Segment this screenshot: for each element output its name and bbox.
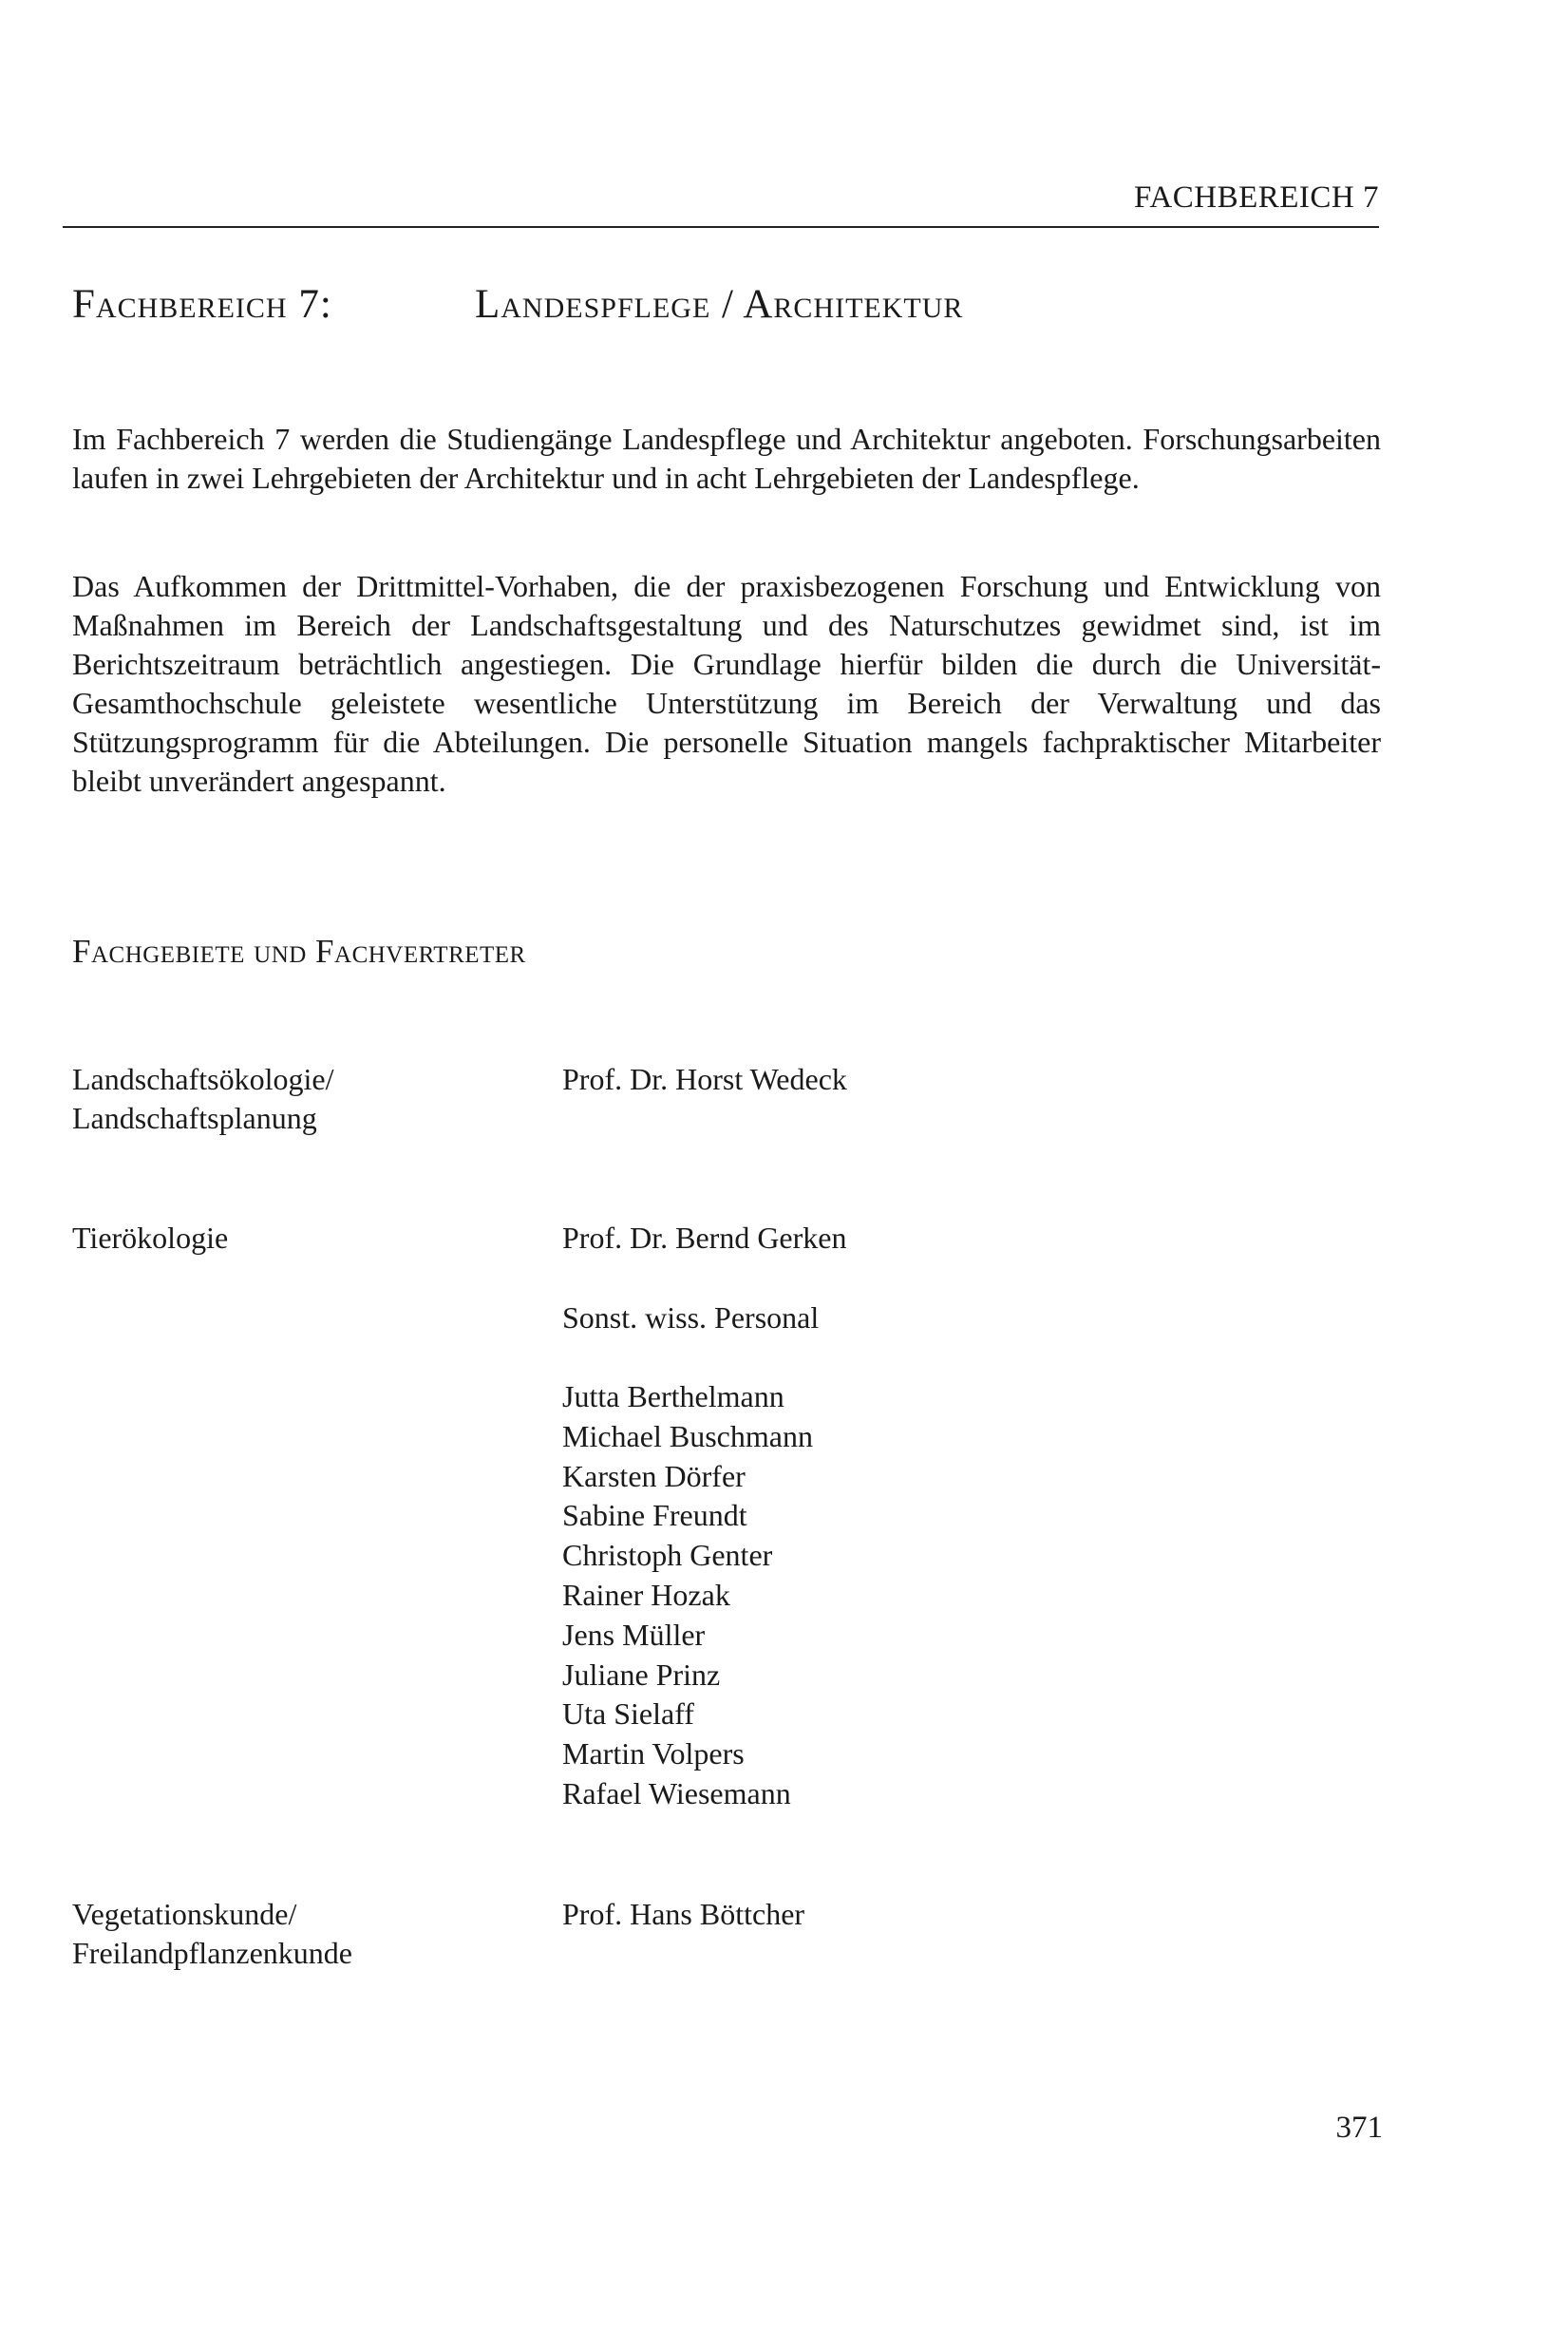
running-header: FACHBEREICH 7 bbox=[1134, 180, 1379, 215]
field-area-line: Landschaftsökologie/ bbox=[72, 1062, 334, 1096]
chapter-title-name: Landespflege / Architektur bbox=[475, 282, 964, 327]
staff-member: Jens Müller bbox=[562, 1617, 706, 1652]
staff-member: Christoph Genter bbox=[562, 1538, 773, 1573]
field-representative: Prof. Hans Böttcher bbox=[562, 1897, 805, 1931]
staff-member: Rainer Hozak bbox=[562, 1577, 730, 1612]
field-area-line: Tierökologie bbox=[72, 1221, 229, 1255]
staff-member: Jutta Berthelmann bbox=[562, 1379, 784, 1413]
staff-member: Juliane Prinz bbox=[562, 1657, 721, 1692]
header-rule bbox=[63, 226, 1379, 228]
staff-member: Sabine Freundt bbox=[562, 1498, 747, 1533]
page-number: 371 bbox=[1335, 2111, 1383, 2145]
field-area-line: Landschaftsplanung bbox=[72, 1101, 317, 1135]
chapter-title-number: Fachbereich 7: bbox=[72, 282, 332, 327]
field-area-line: Vegetationskunde/ bbox=[72, 1897, 297, 1931]
field-representative: Prof. Dr. Horst Wedeck bbox=[562, 1062, 847, 1096]
staff-member: Karsten Dörfer bbox=[562, 1458, 746, 1493]
field-representative: Prof. Dr. Bernd Gerken bbox=[562, 1221, 847, 1255]
staff-label: Sonst. wiss. Personal bbox=[562, 1300, 820, 1335]
staff-member: Michael Buschmann bbox=[562, 1418, 813, 1453]
staff-member: Uta Sielaff bbox=[562, 1696, 694, 1732]
staff-list bbox=[562, 1377, 813, 1814]
intro-paragraph: Im Fachbereich 7 werden die Studiengänge Landespflege und Architektur angeboten. Forschungsarbeiten laufen in zwei Lehrgebieten der Architektur und in acht Lehrgebieten der Landespflege. bbox=[72, 422, 1381, 495]
staff-member: Martin Volpers bbox=[562, 1736, 745, 1771]
field-area-line: Freilandpflanzenkunde bbox=[72, 1936, 352, 1970]
funding-paragraph: Das Aufkommen der Drittmittel-Vorhaben, die der praxisbezogenen Forschung und Entwicklung von Maßnahmen im Bereich der Landschaftsgestaltung und des Naturschutzes gewidmet sind, ist im Berichtszeitraum beträchtlich angestiegen. Die Grundlage hierfür bilden die durch die Universität-Gesamthochschule geleistete wesentliche Unterstützung im Bereich der Verwaltung und das Stützungsprogramm für die Abteilungen. Die personelle Situation mangels fachpraktischer Mitarbeiter bleibt unverändert angespannt. bbox=[72, 569, 1381, 798]
staff-member: Rafael Wiesemann bbox=[562, 1775, 791, 1810]
section-heading: Fachgebiete und Fachvertreter bbox=[72, 933, 526, 970]
